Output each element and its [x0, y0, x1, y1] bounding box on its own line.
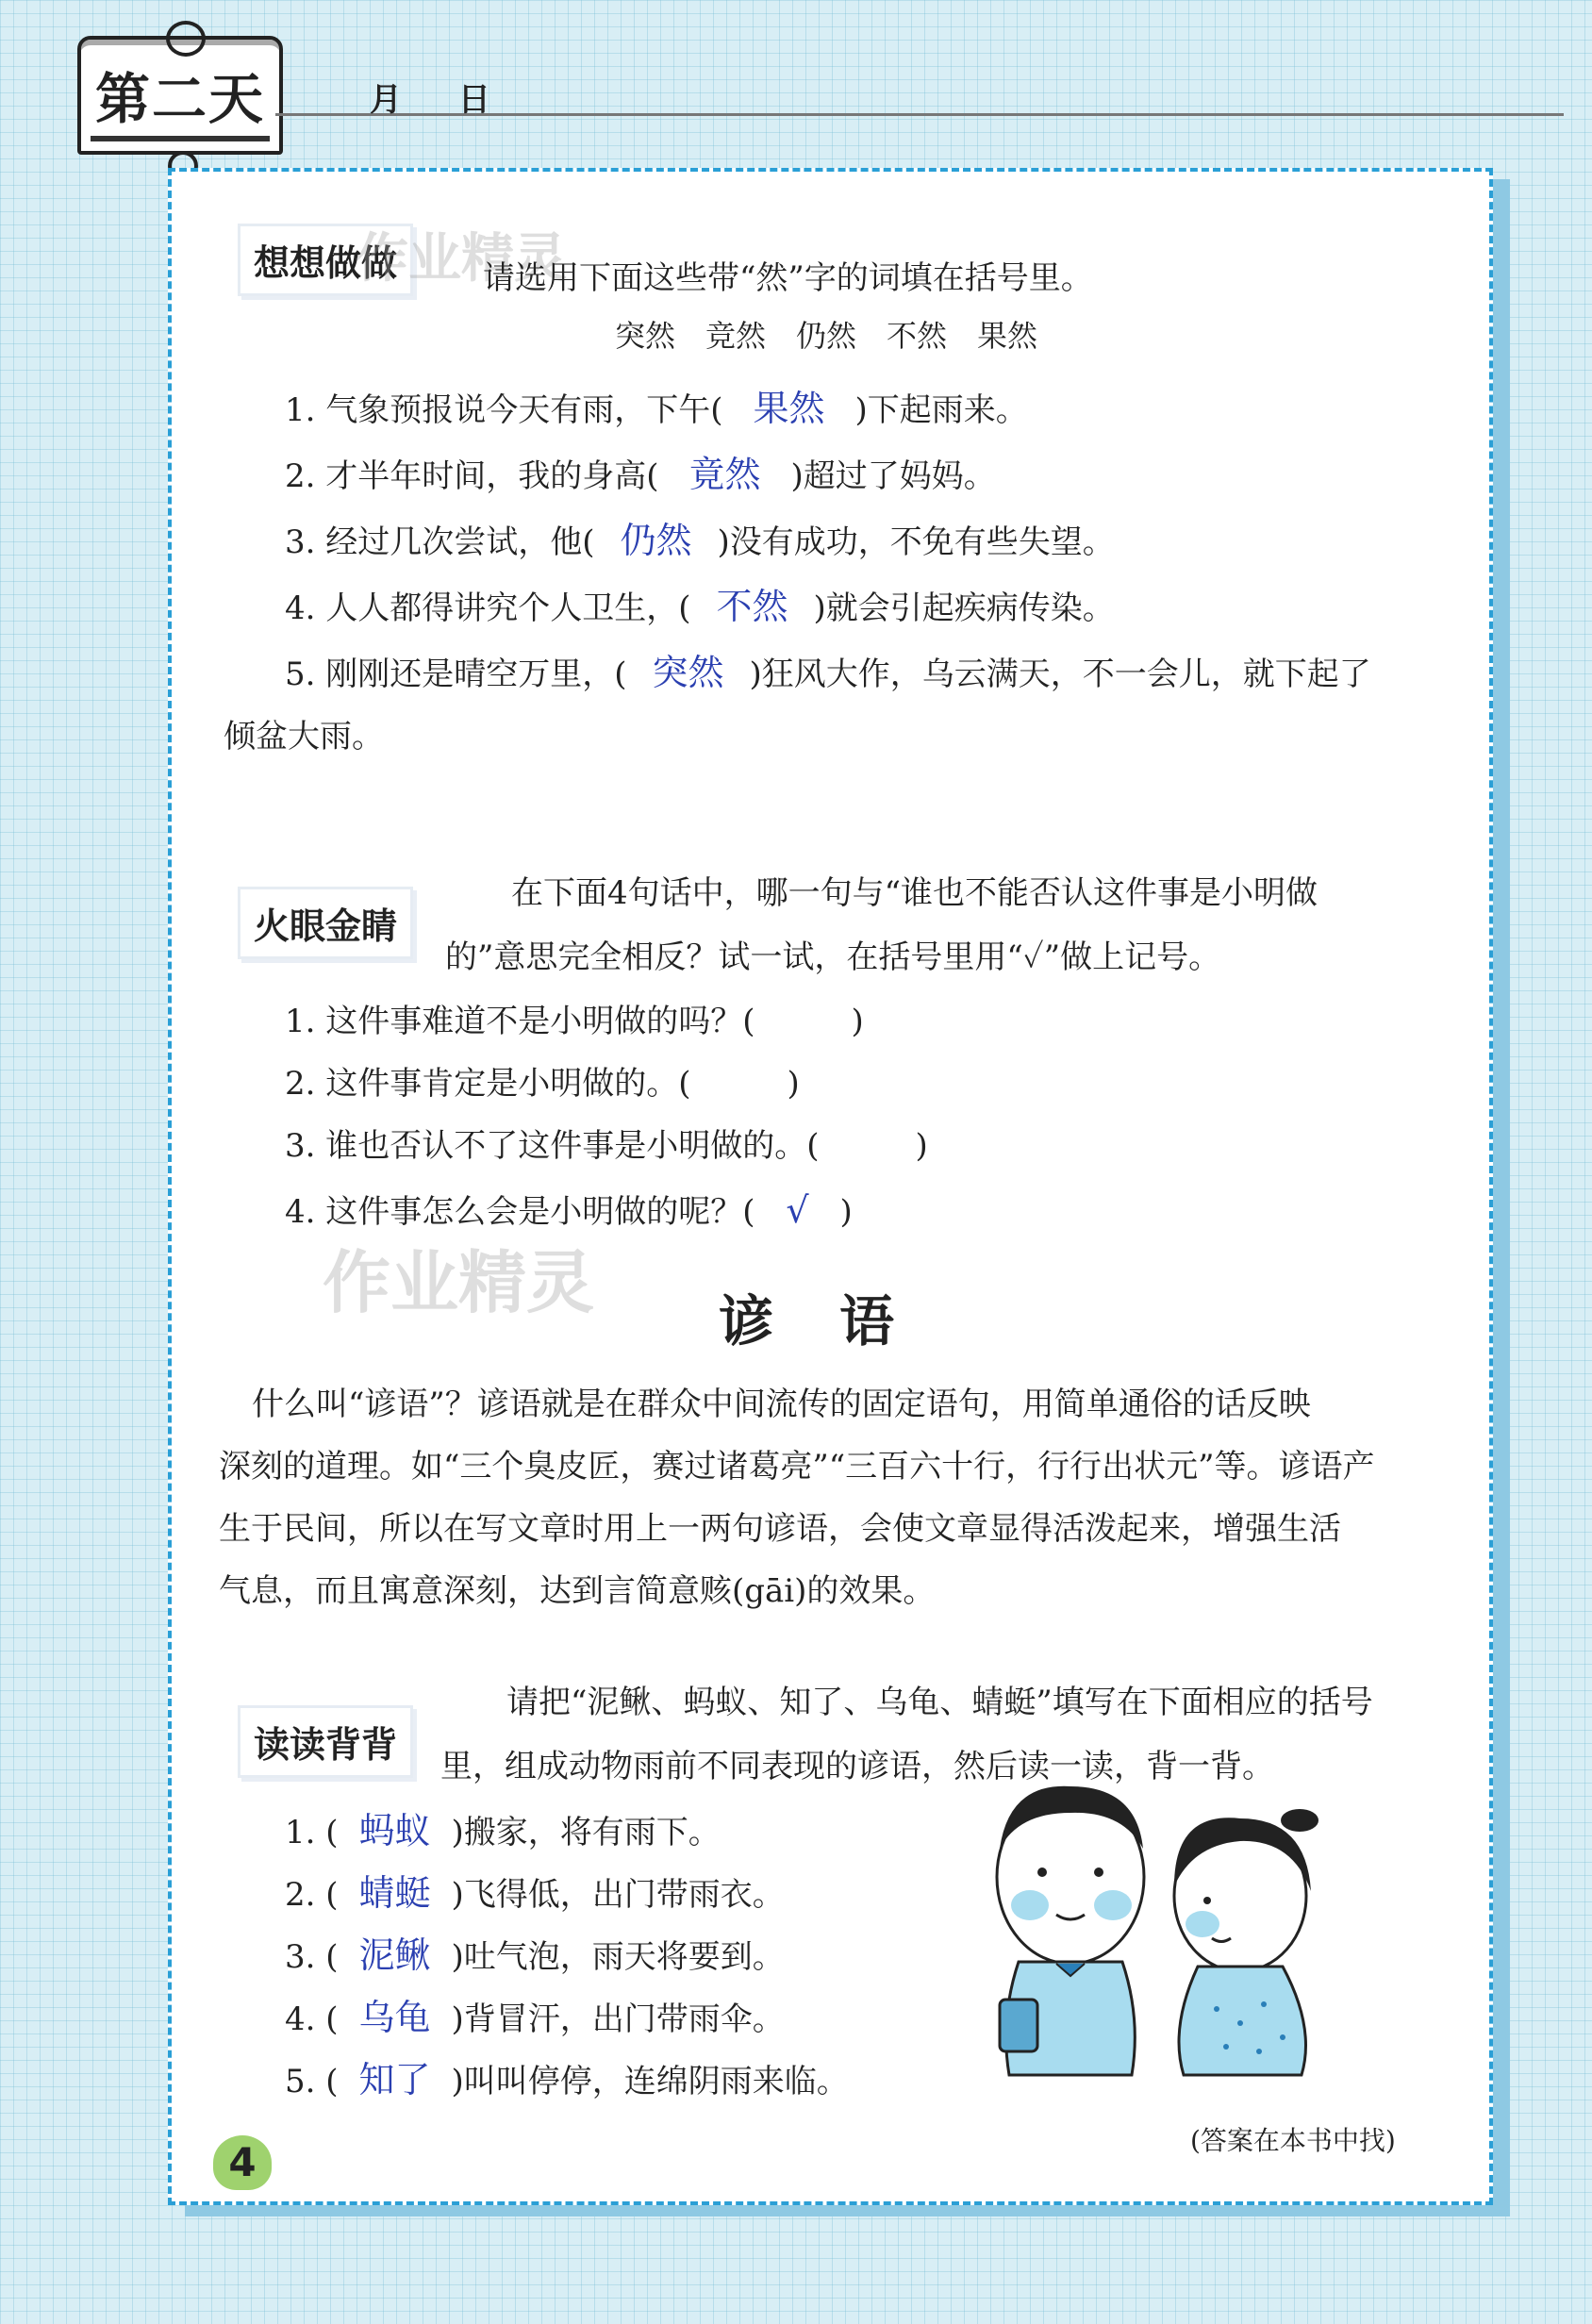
answer-blank[interactable]: 竟然: [688, 454, 761, 495]
day-label: 第二天: [94, 67, 265, 131]
proverb-item: [285, 1997, 785, 2038]
judge-question-1: 1. 这件事难道不是小明做的吗？( ): [285, 1003, 864, 1040]
day-tab: [77, 36, 283, 155]
judge-question-3: 3. 谁也否认不了这件事是小明做的。( ): [285, 1127, 928, 1165]
proverb-text: 5. (: [285, 2063, 339, 2100]
proverb-text: 3. (: [285, 1938, 339, 1976]
paragraph-line: 什么叫“谚语”？谚语就是在群众中间流传的固定语句，用简单通俗的话反映: [252, 1386, 1311, 1423]
section-title: 谚语: [719, 1289, 961, 1353]
question-2: [285, 454, 996, 495]
proverb-text: )背冒汗，出门带雨伞。: [451, 2000, 785, 2038]
paragraph-line: 深刻的道理。如“三个臭皮匠，赛过诸葛亮”“三百六十行，行行出状元”等。谚语产: [219, 1448, 1375, 1486]
word-bank: 突然 竞然 仍然 不然 果然: [615, 318, 1038, 354]
question-4: [285, 586, 1115, 627]
answer-blank[interactable]: 乌龟: [358, 1997, 431, 2038]
proverb-item: [285, 1810, 721, 1851]
answer-blank[interactable]: 蜻蜓: [358, 1872, 431, 1914]
proverb-item: [285, 1934, 785, 1976]
paragraph-line: 生于民间，所以在写文章时用上一两句谚语，会使文章显得活泼起来，增强生活: [219, 1510, 1341, 1548]
answer-blank[interactable]: 突然: [652, 652, 724, 693]
section2-intro-line1: 在下面4句话中，哪一句与“谁也不能否认这件事是小明做: [511, 874, 1318, 912]
question-text: 2. 才半年时间，我的身高(: [285, 457, 659, 495]
children-illustration-icon: [981, 1773, 1339, 2084]
question-5: [285, 652, 1371, 693]
proverb-item: [285, 1872, 785, 1914]
question-text: )没有成功，不免有些失望。: [717, 523, 1115, 561]
watermark: 作业精灵: [323, 1243, 595, 1322]
judge-question-4: [285, 1189, 853, 1231]
answer-blank[interactable]: 果然: [753, 388, 825, 429]
answer-blank[interactable]: 泥鳅: [358, 1934, 431, 1976]
question-text: )超过了妈妈。: [790, 457, 996, 495]
answer-blank[interactable]: 知了: [358, 2059, 431, 2100]
proverb-text: )飞得低，出门带雨衣。: [451, 1876, 785, 1914]
proverb-text: 1. (: [285, 1814, 339, 1851]
divider: [91, 136, 270, 141]
answer-blank[interactable]: 蚂蚁: [358, 1810, 431, 1851]
section-tag-xiangxiang: 想想做做: [238, 224, 413, 296]
proverb-text: 4. (: [285, 2000, 339, 2038]
section4-intro-line1: 请把“泥鳅、蚂蚁、知了、乌龟、蜻蜓”填写在下面相应的括号: [506, 1684, 1373, 1721]
question-1: [285, 388, 1028, 429]
judge-question-2: 2. 这件事肯定是小明做的。( ): [285, 1065, 800, 1103]
paragraph-line: 气息，而且寓意深刻，达到言简意赅(gāi)的效果。: [219, 1572, 936, 1610]
day-of-month-label: 日: [457, 81, 490, 119]
question-text: 3. 经过几次尝试，他(: [285, 523, 595, 561]
proverb-text: )叫叫停停，连绵阴雨来临。: [451, 2063, 849, 2100]
answer-blank[interactable]: 仍然: [620, 520, 692, 561]
page-number: 4: [213, 2135, 272, 2190]
binder-ring-icon: [166, 21, 206, 57]
question-text: 4. 这件事怎么会是小明做的呢？(: [285, 1193, 755, 1231]
question-text: )狂风大作，乌云满天，不一会儿，就下起了: [749, 656, 1371, 693]
proverb-item: [285, 2059, 849, 2100]
question-text: 5. 刚刚还是晴空万里，(: [285, 656, 627, 693]
question-text: )就会引起疾病传染。: [813, 589, 1115, 627]
question-3: [285, 520, 1115, 561]
answer-blank[interactable]: 不然: [716, 586, 788, 627]
month-label: 月: [370, 81, 402, 119]
proverb-text: )搬家，将有雨下。: [451, 1814, 721, 1851]
watermark: 作业精灵: [356, 228, 567, 290]
question-5-continued: 倾盆大雨。: [224, 718, 384, 755]
proverb-text: 2. (: [285, 1876, 339, 1914]
section4-intro-line2: 里，组成动物雨前不同表现的谚语，然后读一读，背一背。: [440, 1748, 1274, 1785]
section1-intro: 请选用下面这些带“然”字的词填在括号里。: [483, 259, 1093, 297]
question-text: 1. 气象预报说今天有雨，下午(: [285, 391, 723, 429]
question-text: )下起雨来。: [854, 391, 1028, 429]
answer-note: (答案在本书中找): [1190, 2125, 1396, 2156]
question-text: 4. 人人都得讲究个人卫生，(: [285, 589, 691, 627]
check-mark[interactable]: √: [786, 1189, 809, 1231]
section-tag-huoyan: 火眼金睛: [238, 887, 413, 959]
question-text: ): [839, 1193, 853, 1231]
date-field: [370, 74, 536, 120]
section2-intro-line2: 的”意思完全相反？试一试，在括号里用“✓”做上记号。: [445, 938, 1221, 976]
section-tag-dudu: 读读背背: [238, 1705, 413, 1778]
proverb-text: )吐气泡，雨天将要到。: [451, 1938, 785, 1976]
